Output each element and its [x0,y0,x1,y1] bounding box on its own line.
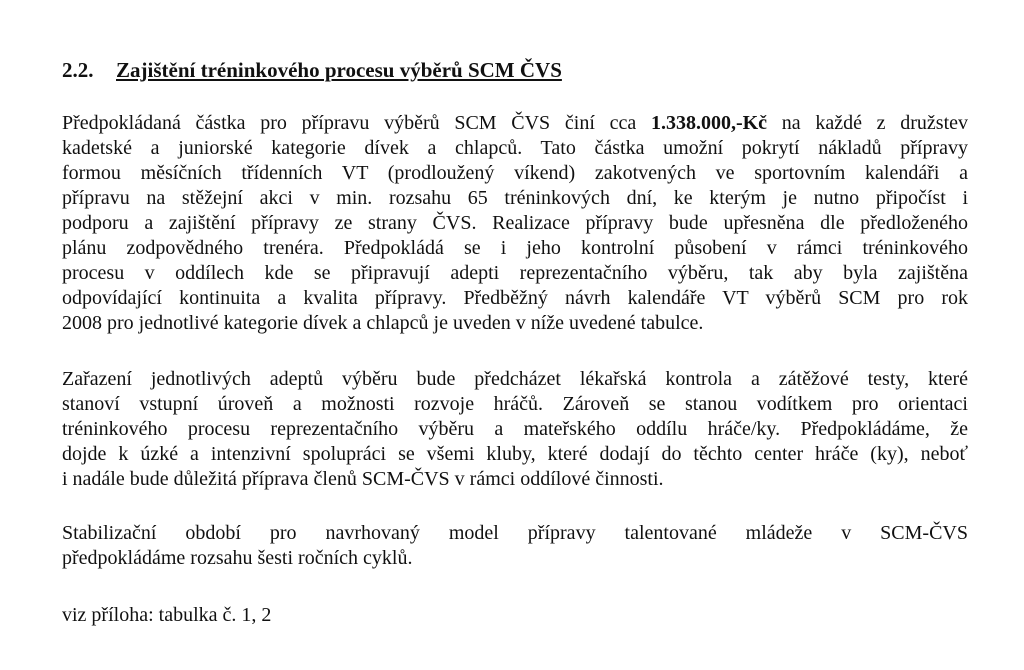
paragraph-line: 2008 pro jednotlivé kategorie dívek a chlapců je uveden v níže uvedené tabulce. [62,312,704,334]
paragraph-line: formou měsíčních třídenních VT (prodloužený víkend) zakotvených ve sportovním kalendáři a [62,162,968,184]
paragraph-line: tréninkového procesu reprezentačního výběru a mateřského oddílu hráče/ky. Předpokládáme, že [62,418,968,440]
budget-amount: 1.338.000,-Kč [650,112,768,134]
paragraph-line: i nadále bude důležitá příprava členů SCM-ČVS v rámci oddílové činnosti. [62,468,664,490]
paragraph-line: plánu zodpovědného trenéra. Předpokládá se i jeho kontrolní působení v rámci tréninkového [62,237,968,259]
paragraph-line: přípravu na stěžejní akci v min. rozsahu 65 tréninkových dní, ke kterým je nutno připočíst i [62,187,968,209]
paragraph-line: předpokládáme rozsahu šesti ročních cyklů. [62,547,413,569]
paragraph-line: podporu a zajištění přípravy ze strany ČVS. Realizace přípravy bude upřesněna dle předloženého [62,212,968,234]
paragraph-line: stanoví vstupní úroveň a možnosti rozvoje hráčů. Zároveň se stanou vodítkem pro orientaci [62,393,968,415]
paragraph-line: dojde k úzké a intenzivní spolupráci se všemi kluby, které dodají do těchto center hráče (ky), neboť [62,443,968,465]
paragraph-line: Zařazení jednotlivých adeptů výběru bude předcházet lékařská kontrola a zátěžové testy, které [62,368,968,390]
paragraph-line: odpovídající kontinuita a kvalita přípravy. Předběžný návrh kalendáře VT výběrů SCM pro rok [62,287,968,309]
paragraph-line: kadetské a juniorské kategorie dívek a chlapců. Tato částka umožní pokrytí nákladů přípravy [62,137,968,159]
section-number: 2.2. [62,58,94,82]
paragraph-line [62,111,968,136]
text-run: Předpokládaná částka pro přípravu výběrů SCM ČVS činí cca [62,112,651,134]
paragraph-line: procesu v oddílech kde se připravují adepti reprezentačního výběru, tak aby byla zajištěna [62,262,968,284]
paragraph-line: Stabilizační období pro navrhovaný model přípravy talentované mládeže v SCM-ČVS [62,522,968,544]
text-run: na každé z družstev [767,112,969,134]
attachment-reference: viz příloha: tabulka č. 1, 2 [62,604,272,626]
paragraph-selection [62,367,968,492]
section-title: Zajištění tréninkového procesu výběrů SCM ČVS [116,58,562,82]
paragraph-budget [62,111,968,336]
paragraph-stabilization [62,521,968,571]
section-heading [62,58,562,83]
